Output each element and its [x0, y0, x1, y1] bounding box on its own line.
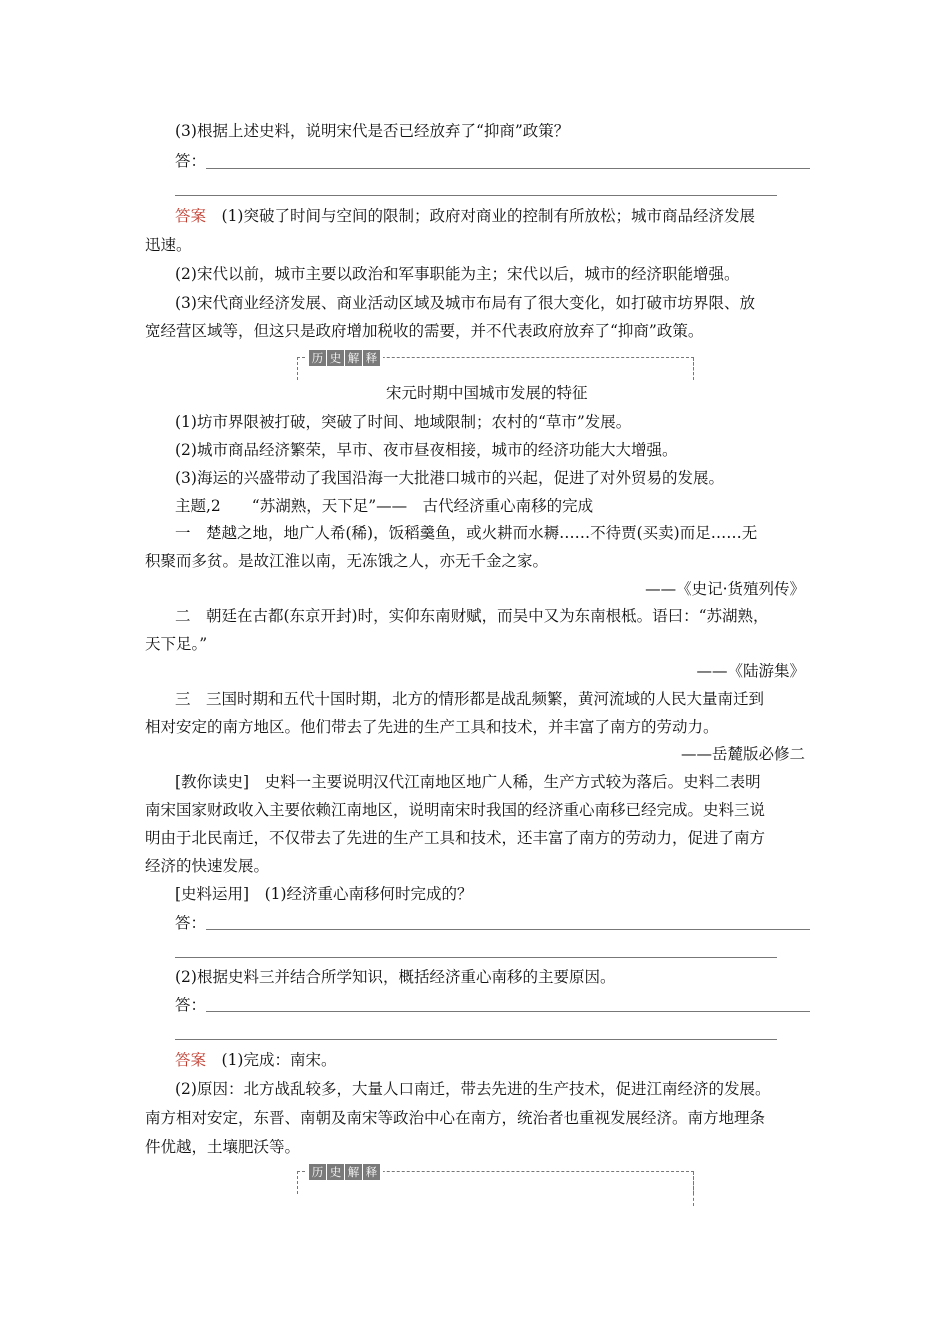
topic-heading: 主题,2 “苏湖熟，天下足”—— 古代经济重心南移的完成: [175, 497, 594, 515]
answer2-paragraph-2: (2)原因：北方战乱较多，大量人口南迁，带去先进的生产技术，促进江南经济的发展。: [175, 1080, 771, 1098]
source-1-citation: ——《史记·货殖列传》: [645, 580, 805, 598]
teach-line: 南宋国家财政收入主要依赖江南地区，说明南宋时我国的经济重心南移已经完成。史料三说: [145, 801, 766, 819]
answer2-paragraph-2-cont: 件优越，土壤肥沃等。: [145, 1138, 301, 1156]
answer2-paragraph-1: 答案 (1)完成：南宋。: [175, 1051, 337, 1069]
answer-line: [206, 929, 810, 930]
answer-prefix: 答：: [175, 996, 207, 1014]
answer-paragraph-3-cont: 宽经营区域等，但这只是政府增加税收的需要，并不代表政府放弃了“抑商”政策。: [145, 322, 704, 340]
explain-item: (3)海运的兴盛带动了我国沿海一大批港口城市的兴起，促进了对外贸易的发展。: [175, 469, 724, 487]
use-question-1: [史料运用] (1)经济重心南移何时完成的？: [175, 885, 473, 903]
history-explain-box: [297, 351, 694, 380]
explain-item: (1)坊市界限被打破，突破了时间、地域限制；农村的“草市”发展。: [175, 413, 632, 431]
source-2-line: 二 朝廷在古都(东京开封)时，实仰东南财赋，而吴中又为东南根柢。语曰：“苏湖熟，: [175, 607, 769, 625]
answer-prefix: 答：: [175, 914, 207, 932]
answer-prefix: 答：: [175, 152, 207, 170]
answer-paragraph-2: (2)宋代以前，城市主要以政治和军事职能为主；宋代以后，城市的经济职能增强。: [175, 265, 740, 283]
teach-line: 明由于北民南迁，不仅带去了先进的生产工具和技术，还丰富了南方的劳动力，促进了南方: [145, 829, 766, 847]
answer-paragraph-1: 答案 (1)突破了时间与空间的限制；政府对商业的控制有所放松；城市商品经济发展: [175, 207, 755, 225]
answer-line: [175, 195, 777, 196]
use-question-2: (2)根据史料三并结合所学知识，概括经济重心南移的主要原因。: [175, 968, 616, 986]
source-1-line: 积聚而多贫。是故江淮以南，无冻饿之人，亦无千金之家。: [145, 552, 549, 570]
explain-item: (2)城市商品经济繁荣，早市、夜市昼夜相接，城市的经济功能大大增强。: [175, 441, 678, 459]
history-explain-box: [297, 1165, 694, 1194]
teach-line: 经济的快速发展。: [145, 857, 270, 875]
answer-paragraph-3: (3)宋代商业经济发展、商业活动区域及城市布局有了很大变化，如打破市坊界限、放: [175, 294, 755, 312]
source-2-line: 天下足。”: [145, 635, 208, 653]
answer2-paragraph-2-cont: 南方相对安定，东晋、南朝及南宋等政治中心在南方，统治者也重视发展经济。南方地理条: [145, 1109, 766, 1127]
source-3-line: 三 三国时期和五代十国时期，北方的情形都是战乱频繁，黄河流域的人民大量南迁到: [175, 690, 765, 708]
answer-label: 答案: [175, 1051, 207, 1069]
answer-line: [175, 1039, 777, 1040]
history-explain-tag: 历 史 解 释: [306, 350, 383, 366]
question-3: (3)根据上述史料，说明宋代是否已经放弃了“抑商”政策？: [175, 122, 570, 140]
answer-label: 答案: [175, 207, 207, 225]
history-explain-tag: 历 史 解 释: [306, 1164, 383, 1180]
answer-line: [175, 957, 777, 958]
source-2-citation: ——《陆游集》: [696, 662, 805, 680]
explain-title: 宋元时期中国城市发展的特征: [386, 384, 588, 402]
teach-line: [教你读史] 史料一主要说明汉代江南地区地广人稀，生产方式较为落后。史料二表明: [175, 773, 761, 791]
source-3-line: 相对安定的南方地区。他们带去了先进的生产工具和技术，并丰富了南方的劳动力。: [145, 718, 719, 736]
answer-paragraph-1-cont: 迅速。: [145, 236, 192, 254]
answer-line: [206, 1011, 810, 1012]
answer-line: [206, 168, 810, 169]
source-3-citation: ——岳麓版必修二: [680, 745, 805, 763]
source-1-line: 一 楚越之地，地广人希(稀)，饭稻羹鱼，或火耕而水耨……不待贾(买卖)而足……无: [175, 524, 758, 542]
